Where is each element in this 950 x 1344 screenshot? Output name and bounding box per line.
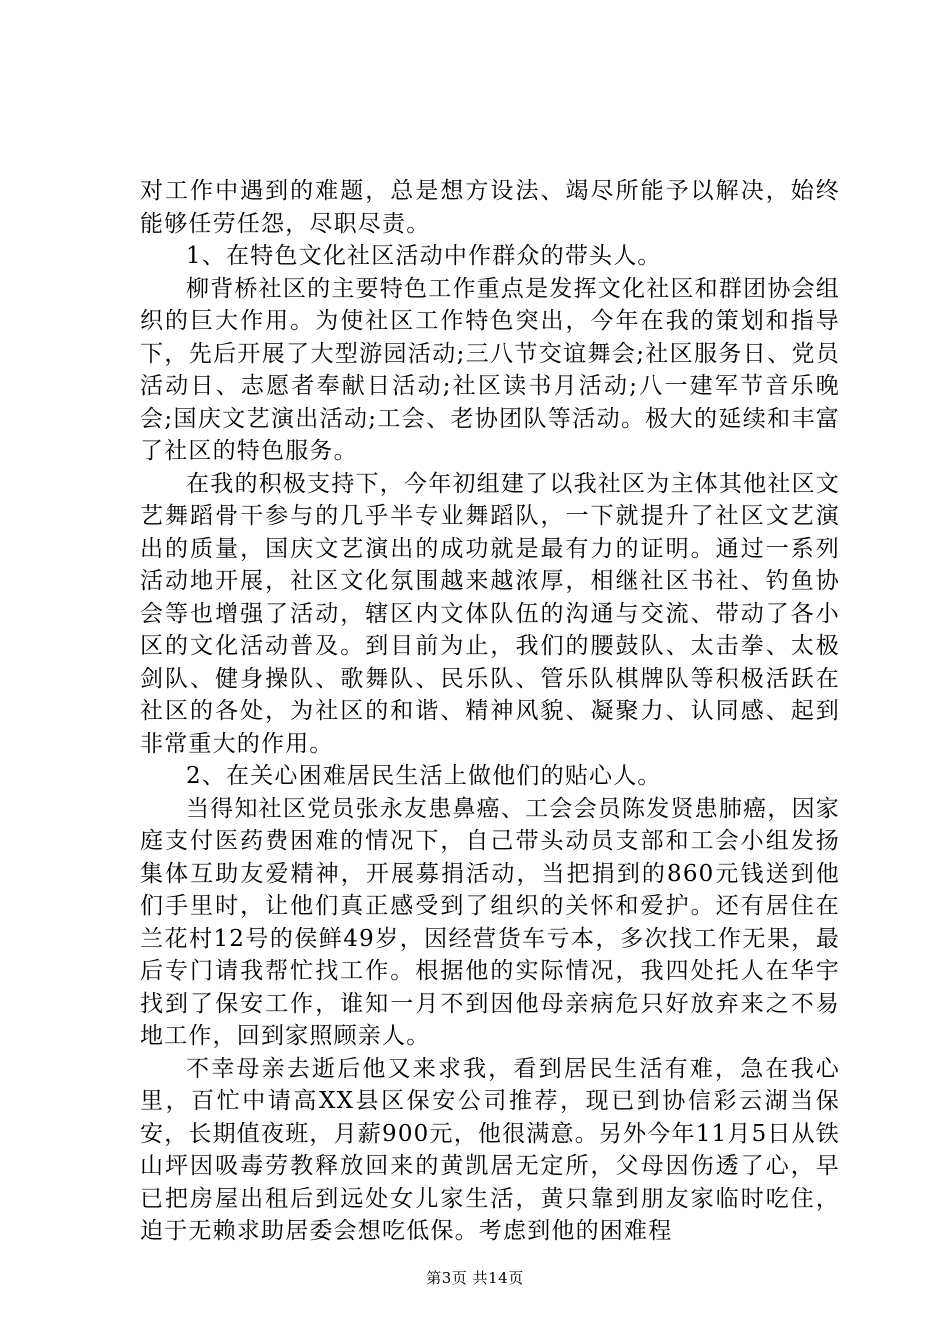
paragraph-7: 不幸母亲去逝后他又来求我，看到居民生活有难，急在我心里，百忙中请高XX县区保安公司推荐，现已到协信彩云湖当保安，长期值夜班，月薪900元，他很满意。另外今年11月5日从铁山坪因吸毒劳教释放回来的黄凯居无定所，父母因伤透了心，早已把房屋出租后到远处女儿家生活，黄只靠到朋友家临时吃住，迫于无赖求助居委会想吃低保。考虑到他的困难程 xyxy=(140,1055,840,1244)
paragraph-1: 对工作中遇到的难题，总是想方设法、竭尽所能予以解决，始终能够任劳任怨，尽职尽责。 xyxy=(140,178,840,237)
paragraph-5-heading: 2、在关心困难居民生活上做他们的贴心人。 xyxy=(186,763,662,789)
paragraph-4: 在我的积极支持下，今年初组建了以我社区为主体其他社区文艺舞蹈骨干参与的几乎半专业舞蹈队，一下就提升了社区文艺演出的质量，国庆文艺演出的成功就是最有力的证明。通过一系列活动地开展，社区文化氛围越来越浓厚，相继社区书社、钓鱼协会等也增强了活动，辖区内文体队伍的沟通与交流、带动了各小区的文化活动普及。到目前为止，我们的腰鼓队、太击拳、太极剑队、健身操队、歌舞队、民乐队、管乐队棋牌队等积极活跃在社区的各处，为社区的和谐、精神风貌、凝聚力、认同感、起到非常重大的作用。 xyxy=(140,470,840,757)
page-number-footer: 第3页 共14页 xyxy=(426,1269,524,1287)
paragraph-3: 柳背桥社区的主要特色工作重点是发挥文化社区和群团协会组织的巨大作用。为使社区工作特色突出，今年在我的策划和指导下，先后开展了大型游园活动;三八节交谊舞会;社区服务日、党员活动日、志愿者奉献日活动;社区读书月活动;八一建军节音乐晚会;国庆文艺演出活动;工会、老协团队等活动。极大的延续和丰富了社区的特色服务。 xyxy=(140,275,840,464)
document-body xyxy=(140,175,840,1248)
paragraph-6: 当得知社区党员张永友患鼻癌、工会会员陈发贤患肺癌，因家庭支付医药费困难的情况下，自己带头动员支部和工会小组发扬集体互助友爱精神，开展募捐活动，当把捐到的860元钱送到他们手里时，让他们真正感受到了组织的关怀和爱护。还有居住在兰花村12号的侯鲜49岁，因经营货车亏本，多次找工作无果，最后专门请我帮忙找工作。根据他的实际情况，我四处托人在华宇找到了保安工作，谁知一月不到因他母亲病危只好放弃来之不易地工作，回到家照顾亲人。 xyxy=(140,795,840,1049)
paragraph-2-heading: 1、在特色文化社区活动中作群众的带头人。 xyxy=(186,243,662,269)
